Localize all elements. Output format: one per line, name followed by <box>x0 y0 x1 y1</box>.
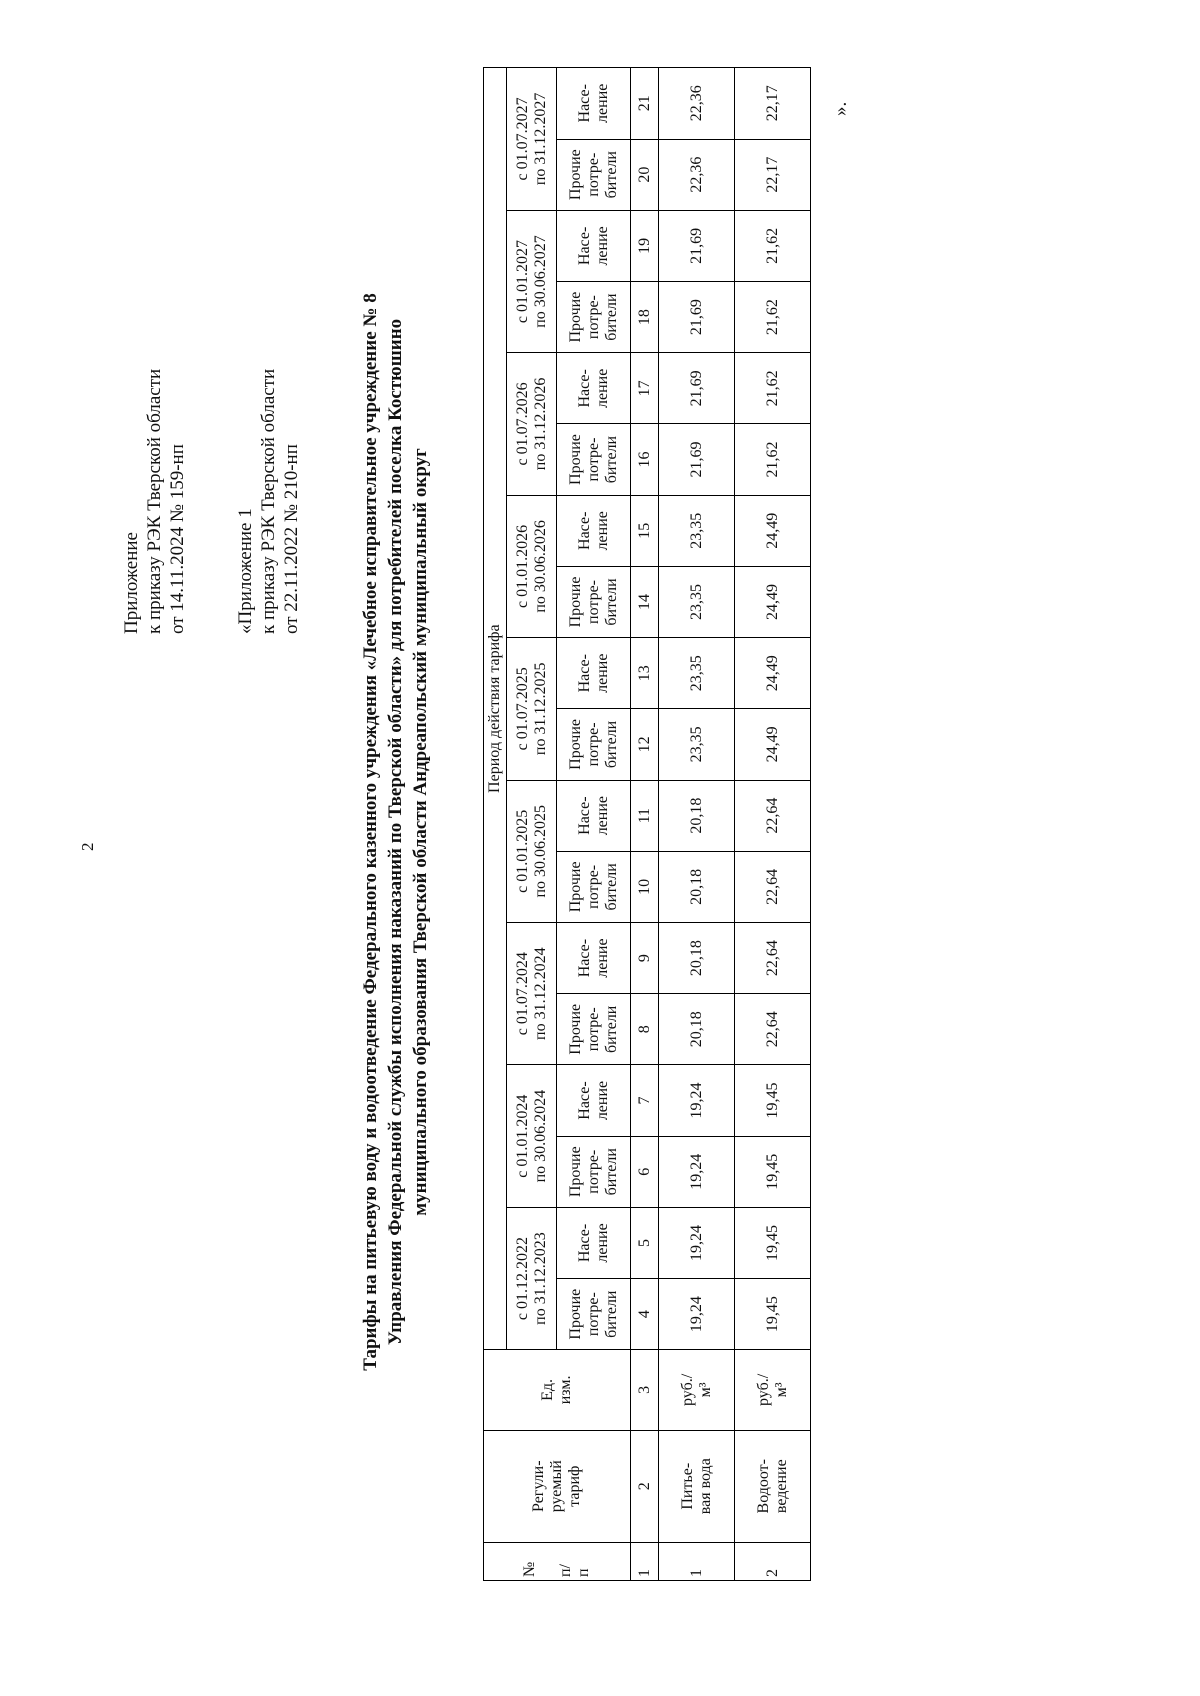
tariff-value: 19,24 <box>659 1207 735 1278</box>
period-header: с 01.07.2027 по 31.12.2027 <box>507 68 557 211</box>
tariff-value: 24,49 <box>735 709 811 780</box>
title-line: Тарифы на питьевую воду и водоотведение Федерального казенного учреждения «Лечебное исправительное учреждение № 8 <box>360 293 381 1371</box>
subheader-other-consumers: Прочие потре- бители <box>557 1136 631 1207</box>
tariff-value: 19,45 <box>735 1279 811 1350</box>
tariff-value: 23,35 <box>659 638 735 709</box>
tariff-value: 20,18 <box>659 780 735 851</box>
appendix-reference-current <box>120 369 189 634</box>
tariff-value: 21,69 <box>659 353 735 424</box>
tariff-value: 23,35 <box>659 566 735 637</box>
column-number: 3 <box>631 1350 659 1430</box>
header-regulated-tariff: Регули- руемый тариф <box>484 1430 631 1542</box>
header-row-number: № п/ п <box>484 1542 631 1580</box>
tariff-value: 22,17 <box>735 68 811 140</box>
tariff-value: 22,36 <box>659 139 735 210</box>
title-line: муниципального образования Тверской области Андреапольский муниципальный округ <box>410 448 431 1216</box>
appendix-line: к приказу РЭК Тверской области <box>144 368 165 634</box>
tariff-value: 21,69 <box>659 282 735 353</box>
column-number: 20 <box>631 139 659 210</box>
subheader-population: Насе- ление <box>557 210 631 281</box>
column-number: 14 <box>631 566 659 637</box>
subheader-other-consumers: Прочие потре- бители <box>557 994 631 1065</box>
column-number: 19 <box>631 210 659 281</box>
period-header: с 01.01.2024 по 30.06.2024 <box>507 1065 557 1207</box>
appendix-line: от 22.11.2022 № 210-нп <box>281 444 302 634</box>
column-number: 16 <box>631 424 659 495</box>
column-number: 13 <box>631 638 659 709</box>
tariff-value: 22,17 <box>735 139 811 210</box>
tariff-value: 23,35 <box>659 709 735 780</box>
period-header: с 01.07.2026 по 31.12.2026 <box>507 353 557 495</box>
subheader-population: Насе- ление <box>557 495 631 566</box>
row-unit: руб./ м³ <box>735 1350 811 1430</box>
page-number: 2 <box>78 842 97 851</box>
tariff-value: 21,69 <box>659 210 735 281</box>
subheader-other-consumers: Прочие потре- бители <box>557 709 631 780</box>
subheader-other-consumers: Прочие потре- бители <box>557 282 631 353</box>
column-number: 21 <box>631 68 659 140</box>
column-number: 5 <box>631 1207 659 1278</box>
document-title <box>358 82 433 1582</box>
column-number: 1 <box>631 1542 659 1580</box>
tariff-value: 21,62 <box>735 424 811 495</box>
appendix-line: от 14.11.2024 № 159-нп <box>167 444 188 634</box>
subheader-population: Насе- ление <box>557 1065 631 1136</box>
tariff-value: 23,35 <box>659 495 735 566</box>
subheader-other-consumers: Прочие потре- бители <box>557 139 631 210</box>
column-number: 11 <box>631 780 659 851</box>
column-number: 6 <box>631 1136 659 1207</box>
column-number: 2 <box>631 1430 659 1542</box>
row-unit: руб./ м³ <box>659 1350 735 1430</box>
tariff-value: 21,62 <box>735 353 811 424</box>
table-row <box>659 68 735 1581</box>
subheader-population: Насе- ление <box>557 638 631 709</box>
column-number: 8 <box>631 994 659 1065</box>
tariff-value: 22,36 <box>659 68 735 140</box>
tariff-value: 19,24 <box>659 1136 735 1207</box>
tariff-value: 20,18 <box>659 851 735 922</box>
tariff-value: 24,49 <box>735 638 811 709</box>
row-number: 2 <box>735 1542 811 1580</box>
period-header: с 01.01.2025 по 30.06.2025 <box>507 780 557 922</box>
tariff-table <box>483 67 811 1581</box>
closing-quote: ». <box>830 101 851 116</box>
subheader-population: Насе- ление <box>557 1207 631 1278</box>
tariff-value: 24,49 <box>735 566 811 637</box>
column-number: 9 <box>631 922 659 993</box>
period-header: с 01.07.2025 по 31.12.2025 <box>507 638 557 780</box>
period-header: с 01.01.2026 по 30.06.2026 <box>507 495 557 637</box>
subheader-other-consumers: Прочие потре- бители <box>557 424 631 495</box>
tariff-value: 22,64 <box>735 994 811 1065</box>
tariff-value: 21,62 <box>735 210 811 281</box>
tariff-value: 19,24 <box>659 1065 735 1136</box>
subheader-population: Насе- ление <box>557 922 631 993</box>
subheader-other-consumers: Прочие потре- бители <box>557 1279 631 1350</box>
tariff-value: 24,49 <box>735 495 811 566</box>
period-header: с 01.07.2024 по 31.12.2024 <box>507 922 557 1064</box>
header-period-group: Период действия тарифа <box>484 68 507 1350</box>
tariff-value: 22,64 <box>735 922 811 993</box>
column-number: 7 <box>631 1065 659 1136</box>
subheader-other-consumers: Прочие потре- бители <box>557 851 631 922</box>
tariff-value: 20,18 <box>659 922 735 993</box>
row-tariff-name: Водоот- ведение <box>735 1430 811 1542</box>
tariff-value: 21,62 <box>735 282 811 353</box>
column-number: 15 <box>631 495 659 566</box>
subheader-population: Насе- ление <box>557 353 631 424</box>
row-number: 1 <box>659 1542 735 1580</box>
appendix-line: Приложение <box>121 532 142 634</box>
column-number: 18 <box>631 282 659 353</box>
tariff-value: 19,24 <box>659 1279 735 1350</box>
tariff-value: 20,18 <box>659 994 735 1065</box>
column-number: 4 <box>631 1279 659 1350</box>
title-line: Управления Федеральной службы исполнения наказаний по Тверской области» для потребителей поселка Костюшино <box>385 318 406 1346</box>
tariff-value: 21,69 <box>659 424 735 495</box>
tariff-value: 19,45 <box>735 1207 811 1278</box>
appendix-reference-original <box>234 369 303 634</box>
tariff-value: 19,45 <box>735 1065 811 1136</box>
column-number: 17 <box>631 353 659 424</box>
subheader-other-consumers: Прочие потре- бители <box>557 566 631 637</box>
header-unit: Ед. изм. <box>484 1350 631 1430</box>
column-number: 10 <box>631 851 659 922</box>
tariff-value: 22,64 <box>735 780 811 851</box>
subheader-population: Насе- ление <box>557 68 631 140</box>
appendix-line: к приказу РЭК Тверской области <box>258 368 279 634</box>
table-row <box>735 68 811 1581</box>
row-tariff-name: Питье- вая вода <box>659 1430 735 1542</box>
tariff-value: 19,45 <box>735 1136 811 1207</box>
tariff-value: 22,64 <box>735 851 811 922</box>
subheader-population: Насе- ление <box>557 780 631 851</box>
period-header: с 01.01.2027 по 30.06.2027 <box>507 210 557 352</box>
column-number: 12 <box>631 709 659 780</box>
period-header: с 01.12.2022 по 31.12.2023 <box>507 1207 557 1349</box>
appendix-line: «Приложение 1 <box>235 508 256 634</box>
